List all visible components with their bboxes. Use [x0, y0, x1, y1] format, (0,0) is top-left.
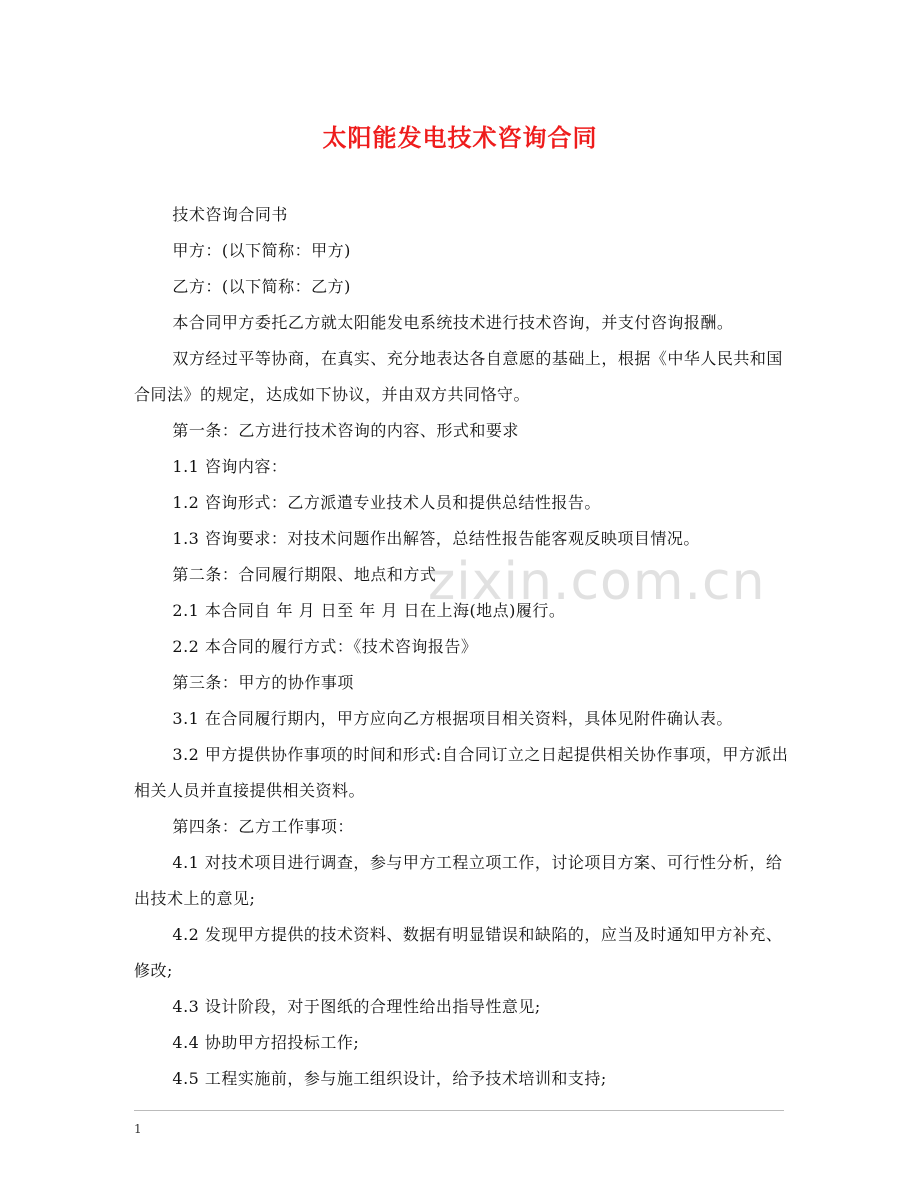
paragraph: 4.1 对技术项目进行调查，参与甲方工程立项工作，讨论项目方案、可行性分析，给出技术上的意见;	[134, 853, 783, 908]
paragraph: 本合同甲方委托乙方就太阳能发电系统技术进行技术咨询，并支付咨询报酬。	[172, 313, 734, 332]
footer-divider	[134, 1110, 784, 1111]
paragraph: 1.3 咨询要求：对技术问题作出解答，总结性报告能客观反映项目情况。	[172, 529, 700, 548]
paragraph: 技术咨询合同书	[172, 205, 288, 224]
paragraph: 3.1 在合同履行期内，甲方应向乙方根据项目相关资料，具体见附件确认表。	[172, 709, 733, 728]
paragraph: 4.2 发现甲方提供的技术资料、数据有明显错误和缺陷的，应当及时通知甲方补充、修改;	[134, 925, 783, 980]
paragraph: 3.2 甲方提供协作事项的时间和形式:自合同订立之日起提供相关协作事项，甲方派出相关人员并直接提供相关资料。	[134, 745, 789, 800]
paragraph: 双方经过平等协商，在真实、充分地表达各自意愿的基础上，根据《中华人民共和国合同法》的规定，达成如下协议，并由双方共同恪守。	[134, 349, 783, 404]
paragraph: 第一条：乙方进行技术咨询的内容、形式和要求	[172, 421, 519, 440]
page-number: 1	[134, 1122, 142, 1136]
paragraph: 第四条：乙方工作事项：	[172, 817, 354, 836]
watermark: zixin.com.cn	[428, 552, 766, 612]
paragraph: 4.5 工程实施前，参与施工组织设计，给予技术培训和支持;	[172, 1069, 607, 1088]
document-title: 太阳能发电技术咨询合同	[322, 123, 598, 152]
paragraph: 2.1 本合同自 年 月 日至 年 月 日在上海(地点)履行。	[172, 601, 566, 620]
document-body	[134, 197, 798, 1097]
paragraph: 甲方：(以下简称：甲方)	[172, 241, 351, 260]
paragraph: 4.4 协助甲方招投标工作;	[172, 1033, 360, 1052]
paragraph: 乙方：(以下简称：乙方)	[172, 277, 351, 296]
paragraph: 1.2 咨询形式：乙方派遣专业技术人员和提供总结性报告。	[172, 493, 601, 512]
paragraph: 2.2 本合同的履行方式：《技术咨询报告》	[172, 637, 478, 656]
paragraph: 1.1 咨询内容：	[172, 457, 288, 476]
paragraph: 第二条：合同履行期限、地点和方式	[172, 565, 437, 584]
paragraph: 第三条：甲方的协作事项	[172, 673, 354, 692]
paragraph: 4.3 设计阶段，对于图纸的合理性给出指导性意见;	[172, 997, 541, 1016]
